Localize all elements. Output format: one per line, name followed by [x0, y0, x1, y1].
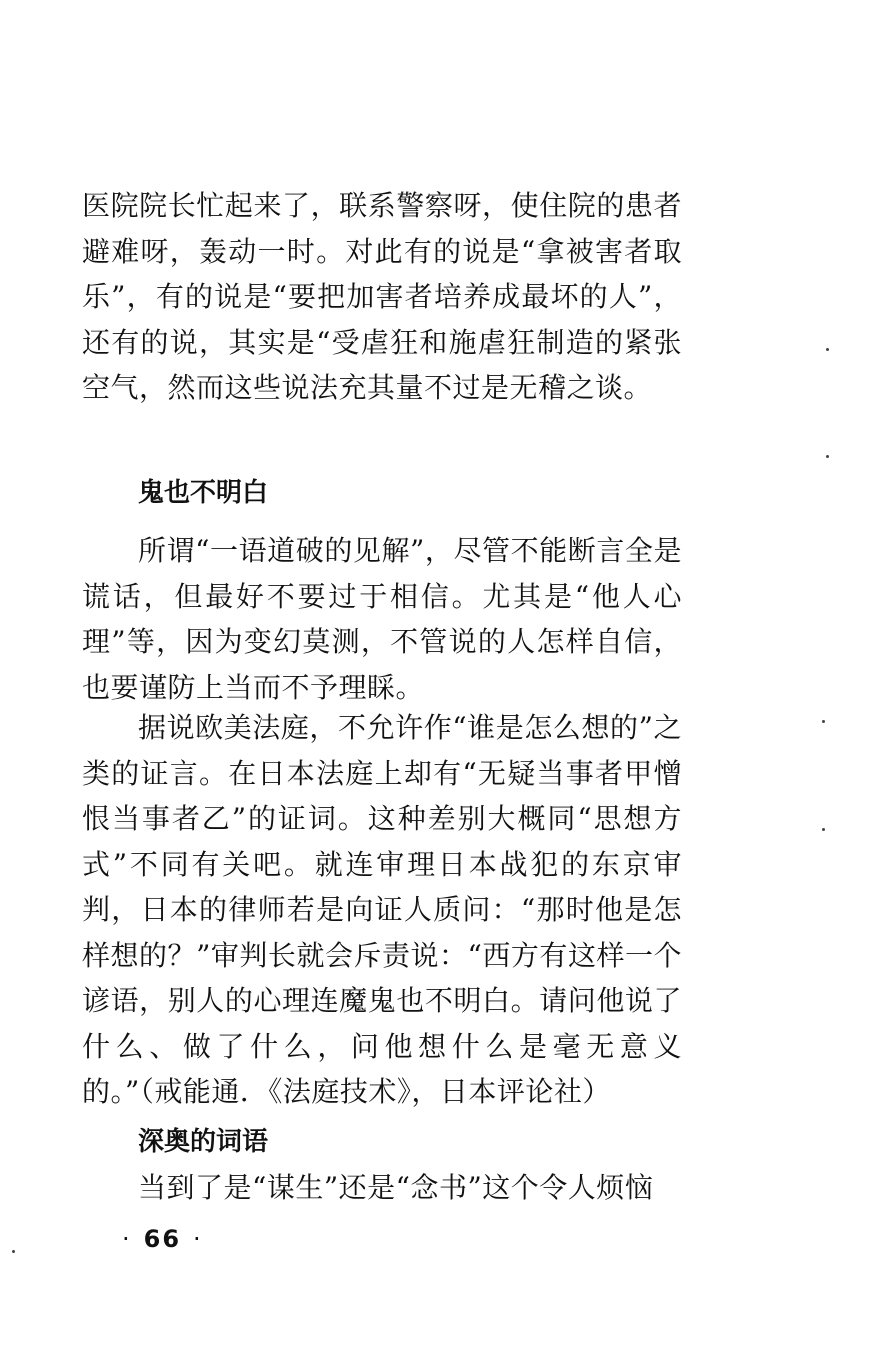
- page-number-dot-right: ·: [193, 1225, 203, 1253]
- page-number-dot-left: ·: [122, 1225, 132, 1253]
- paragraph-1: 医院院长忙起来了，联系警察呀，使住院的患者避难呀，轰动一时。对此有的说是“拿被害者取乐”，有的说是“要把加害者培养成最坏的人”，还有的说，其实是“受虐狂和施虐狂制造的紧张空气，然而这些说法充其量不过是无稽之谈。: [82, 189, 682, 404]
- scan-speck: [826, 348, 829, 351]
- scan-speck: [826, 455, 829, 458]
- scan-speck: [822, 720, 825, 723]
- section-heading-ghost: 鬼也不明白: [138, 478, 269, 508]
- page-number-value: 66: [143, 1225, 182, 1253]
- paragraph-4: 当到了是“谋生”还是“念书”这个令人烦恼: [138, 1171, 654, 1204]
- section-heading-words: 深奥的词语: [138, 1127, 269, 1157]
- paragraph-2: 所谓“一语道破的见解”，尽管不能断言全是谎话，但最好不要过于相信。尤其是“他人心理”等，因为变幻莫测，不管说的人怎样自信，也要谨防上当而不予理睬。: [82, 534, 682, 704]
- scan-speck: [12, 1250, 15, 1253]
- scan-speck: [822, 828, 825, 831]
- page-number: [110, 1225, 215, 1253]
- paragraph-3: 据说欧美法庭，不允许作“谁是怎么想的”之类的证言。在日本法庭上却有“无疑当事者甲憎恨当事者乙”的证词。这种差别大概同“思想方式”不同有关吧。就连审理日本战犯的东京审判，日本的律师若是向证人质问：“那时他是怎样想的？”审判长就会斥责说：“西方有这样一个谚语，别人的心理连魔鬼也不明白。请问他说了什么、做了什么，问他想什么是毫无意义的。”（戒能通．《法庭技术》，日本评论社）: [82, 711, 682, 1108]
